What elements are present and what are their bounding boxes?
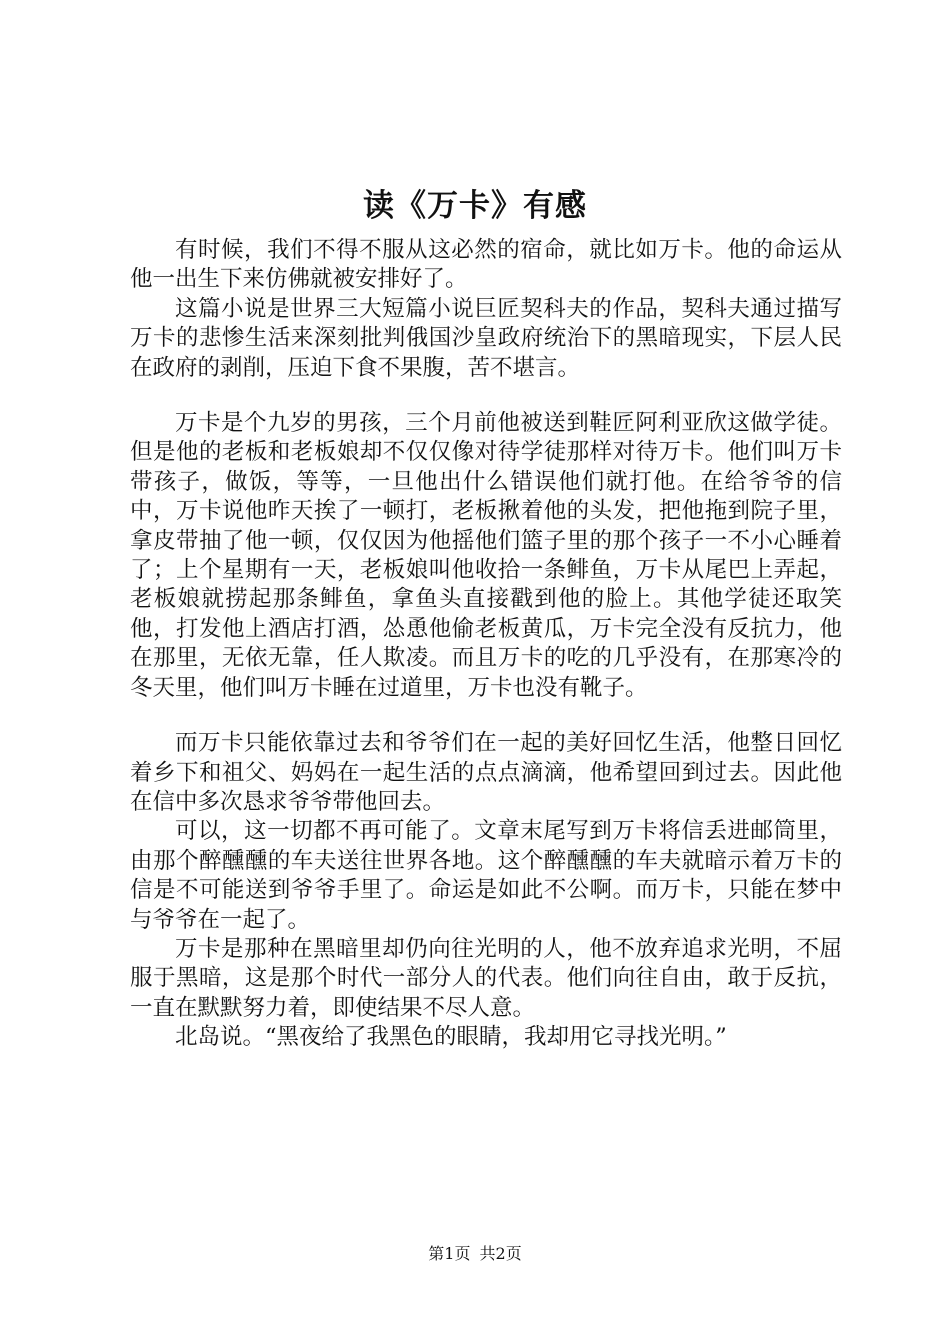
paragraph: 有时候，我们不得不服从这必然的宿命，就比如万卡。他的命运从他一出生下来仿佛就被安排好了。 — [130, 237, 842, 293]
paragraph-spacer — [130, 383, 842, 409]
document-body — [130, 236, 842, 1053]
page-footer — [0, 1244, 950, 1264]
paragraph: 可以，这一切都不再可能了。文章末尾写到万卡将信丢进邮筒里，由那个醉醺醺的车夫送往世界各地。这个醉醺醺的车夫就暗示着万卡的信是不可能送到爷爷手里了。命运是如此不公啊。而万卡，只能在梦中与爷爷在一起了。 — [130, 818, 842, 933]
paragraph: 而万卡只能依靠过去和爷爷们在一起的美好回忆生活，他整日回忆着乡下和祖父、妈妈在一起生活的点点滴滴，他希望回到过去。因此他在信中多次恳求爷爷带他回去。 — [130, 730, 842, 815]
paragraph: 北岛说。“黑夜给了我黑色的眼睛，我却用它寻找光明。” — [175, 1024, 727, 1051]
paragraph: 这篇小说是世界三大短篇小说巨匠契科夫的作品，契科夫通过描写万卡的悲惨生活来深刻批判俄国沙皇政府统治下的黑暗现实，下层人民在政府的剥削，压迫下食不果腹，苦不堪言。 — [130, 295, 842, 381]
page-number: 第1页 — [428, 1244, 471, 1263]
page-total: 共2页 — [479, 1244, 522, 1263]
paragraph-spacer — [130, 703, 842, 729]
paragraph: 万卡是那种在黑暗里却仍向往光明的人，他不放弃追求光明，不屈服于黑暗，这是那个时代一部分人的代表。他们向往自由，敢于反抗，一直在默默努力着，即使结果不尽人意。 — [130, 935, 842, 1021]
paragraph: 万卡是个九岁的男孩，三个月前他被送到鞋匠阿利亚欣这做学徒。但是他的老板和老板娘却不仅仅像对待学徒那样对待万卡。他们叫万卡带孩子，做饭，等等，一旦他出什么错误他们就打他。在给爷爷的信中，万卡说他昨天挨了一顿打，老板揪着他的头发，把他拖到院子里，拿皮带抽了他一顿，仅仅因为他摇他们篮子里的那个孩子一不小心睡着了；上个星期有一天，老板娘叫他收拾一条鲱鱼，万卡从尾巴上弄起，老板娘就捞起那条鲱鱼，拿鱼头直接戳到他的脸上。其他学徒还取笑他，打发他上酒店打酒，怂恿他偷老板黄瓜，万卡完全没有反抗力，他在那里，无依无靠，任人欺凌。而且万卡的吃的几乎没有，在那寒冷的冬天里，他们叫万卡睡在过道里，万卡也没有靴子。 — [130, 410, 842, 701]
document-title: 读《万卡》有感 — [363, 188, 587, 224]
